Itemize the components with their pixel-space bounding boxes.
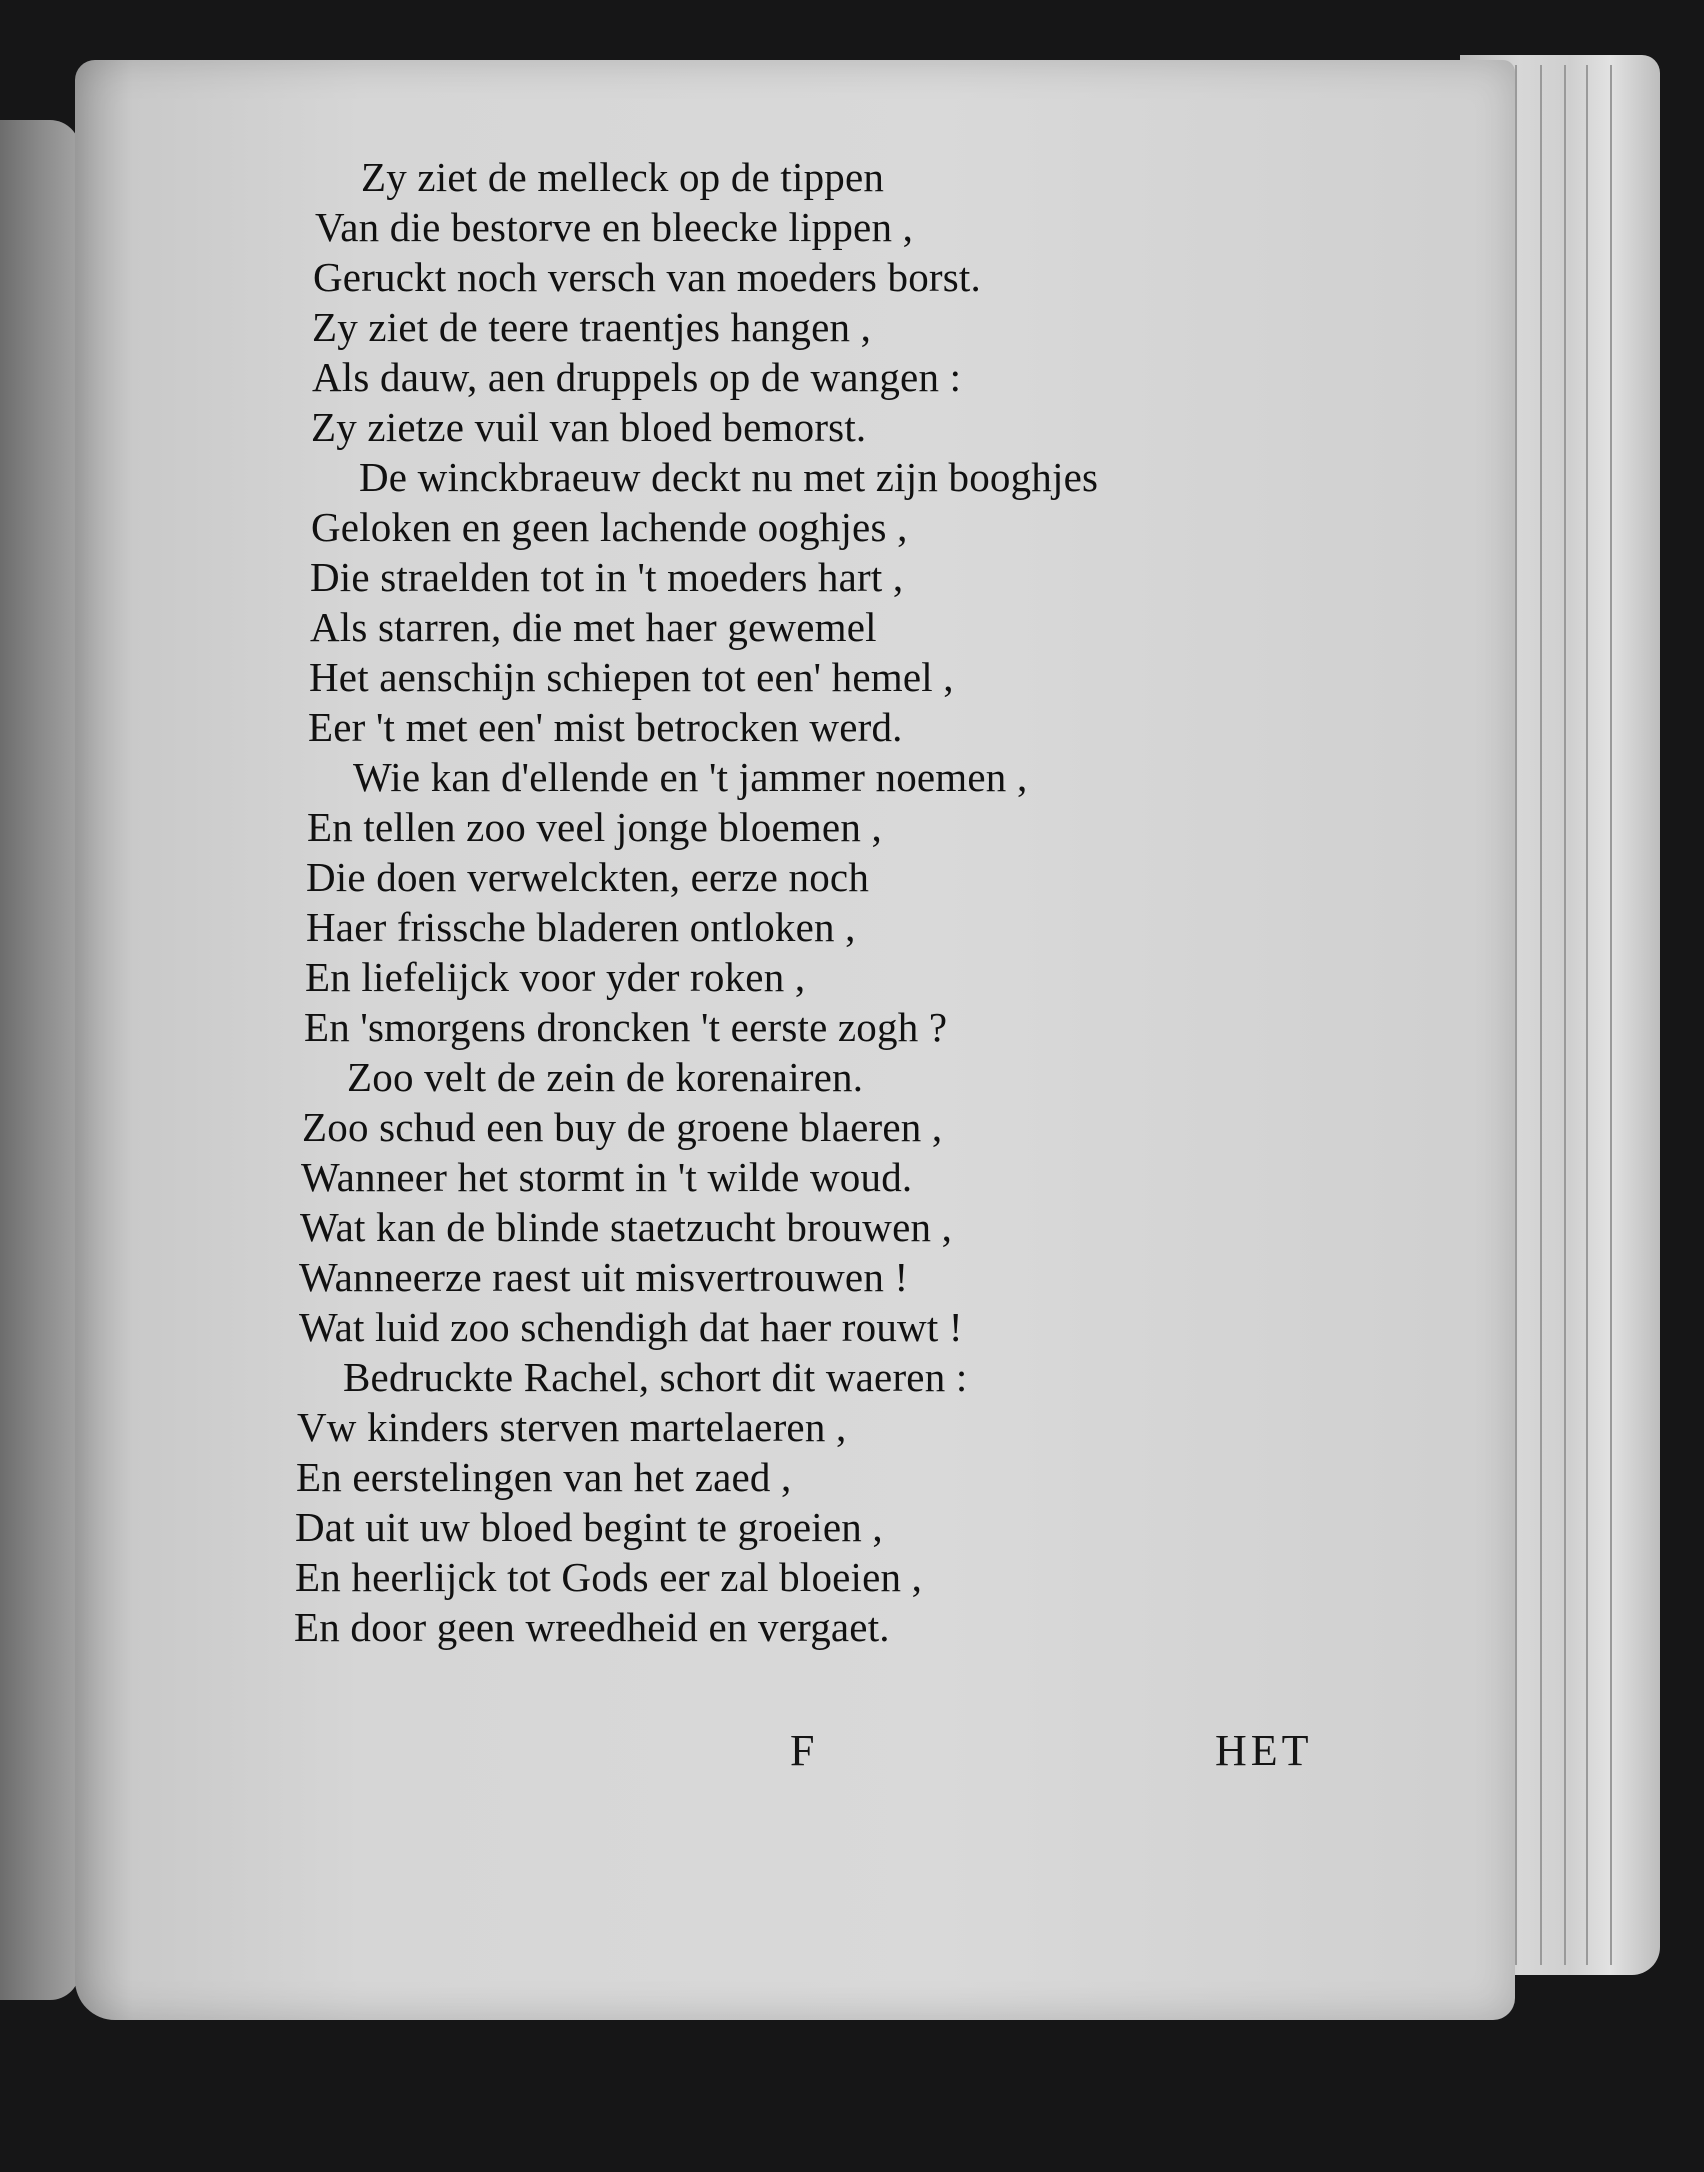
poem-line: Zy ziet de melleck op de tippen	[361, 154, 885, 200]
poem-line: Eer 't met een' mist betrocken werd.	[308, 704, 903, 750]
book-page	[75, 60, 1515, 2020]
poem-line: En tellen zoo veel jonge bloemen ,	[307, 804, 882, 850]
poem-line: Wanneerze raest uit misvertrouwen !	[299, 1254, 909, 1300]
poem-line: Zoo schud een buy de groene blaeren ,	[302, 1104, 943, 1150]
poem-line: En door geen wreedheid en vergaet.	[294, 1604, 890, 1650]
poem-line: En eerstelingen van het zaed ,	[296, 1454, 792, 1500]
poem-line: Het aenschijn schiepen tot een' hemel ,	[309, 654, 954, 700]
poem-line: Als starren, die met haer gewemel	[310, 604, 877, 650]
poem-line: Die doen verwelckten, eerze noch	[306, 854, 870, 900]
poem-line: Dat uit uw bloed begint te groeien ,	[295, 1504, 883, 1550]
poem-line: Wat kan de blinde staetzucht brouwen ,	[300, 1204, 953, 1250]
poem-line: Zy zietze vuil van bloed bemorst.	[311, 404, 867, 450]
poem-line: Als dauw, aen druppels op de wangen :	[312, 354, 962, 400]
poem-line: En heerlijck tot Gods eer zal bloeien ,	[295, 1554, 923, 1600]
poem-line: Wie kan d'ellende en 't jammer noemen ,	[353, 754, 1028, 800]
poem-line: Bedruckte Rachel, schort dit waeren :	[343, 1354, 968, 1400]
poem-line: Vw kinders sterven martelaeren ,	[297, 1404, 847, 1450]
poem-line: De winckbraeuw deckt nu met zijn booghjes	[359, 454, 1099, 500]
poem-line: Die straelden tot in 't moeders hart ,	[310, 554, 904, 600]
poem-line: Geloken en geen lachende ooghjes ,	[311, 504, 908, 550]
poem-line: Zoo velt de zein de korenairen.	[347, 1054, 864, 1100]
previous-page-edge	[0, 120, 80, 2000]
poem-line: Wanneer het stormt in 't wilde woud.	[301, 1154, 913, 1200]
poem-line: Haer frissche bladeren ontloken ,	[306, 904, 856, 950]
poem-line: En 'smorgens droncken 't eerste zogh ?	[304, 1004, 948, 1050]
poem-line: Wat luid zoo schendigh dat haer rouwt !	[299, 1304, 963, 1350]
poem-line: Van die bestorve en bleecke lippen ,	[315, 204, 914, 250]
signature-mark: F	[790, 1726, 819, 1775]
poem-line: Geruckt noch versch van moeders borst.	[313, 254, 981, 300]
catchword: HET	[1215, 1726, 1313, 1775]
poem-line: En liefelijck voor yder roken ,	[305, 954, 806, 1000]
poem-line: Zy ziet de teere traentjes hangen ,	[312, 304, 872, 350]
